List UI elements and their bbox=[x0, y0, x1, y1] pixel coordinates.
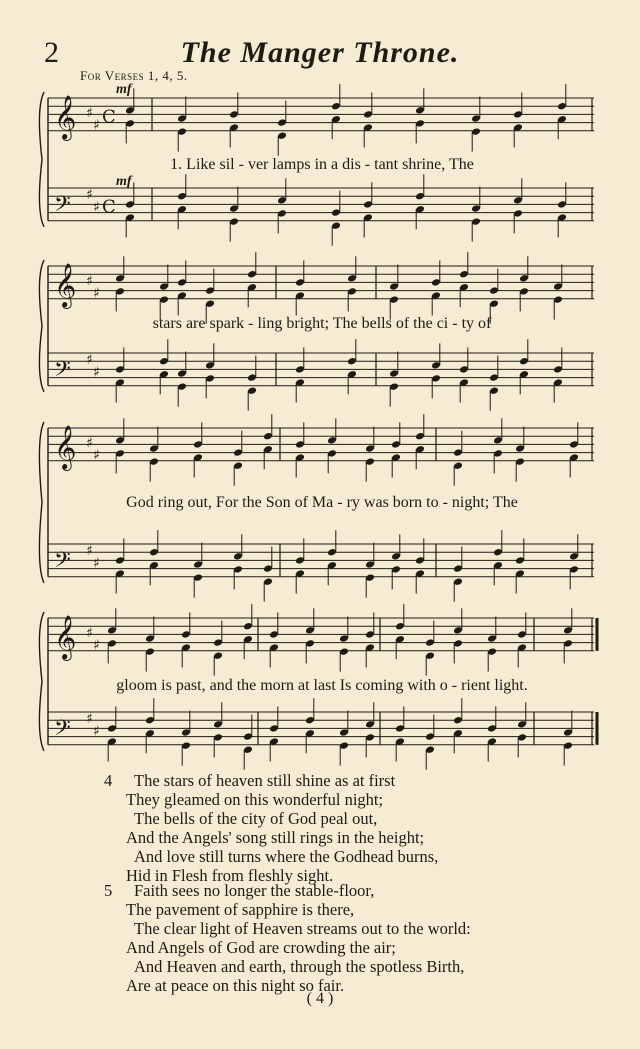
verse-line: Faith sees no longer the stable-floor, bbox=[134, 881, 375, 900]
bass-clef: 𝄢 bbox=[54, 715, 71, 746]
hymn-number: 2 bbox=[44, 36, 59, 69]
key-sharp-icon: ♯ bbox=[93, 199, 100, 216]
key-sharp-icon: ♯ bbox=[86, 625, 93, 642]
verse-line: The clear light of Heaven streams out to the world: bbox=[134, 919, 471, 938]
treble-clef: 𝄞 bbox=[54, 262, 77, 307]
key-sharp-icon: ♯ bbox=[93, 723, 100, 740]
key-sharp-icon: ♯ bbox=[86, 187, 93, 204]
dynamic-mark-treble: mf bbox=[116, 82, 132, 97]
verse-line: And Heaven and earth, through the spotless Birth, bbox=[134, 957, 465, 976]
key-sharp-icon: ♯ bbox=[86, 105, 93, 122]
treble-clef: 𝄞 bbox=[54, 424, 77, 469]
key-sharp-icon: ♯ bbox=[86, 435, 93, 452]
verse-5 bbox=[104, 881, 471, 995]
brace-icon bbox=[39, 422, 44, 583]
lyric-line-4: gloom is past, and the morn at last Is coming with o - rient light. bbox=[116, 677, 528, 694]
key-sharp-icon: ♯ bbox=[93, 364, 100, 381]
lyric-line-1: 1. Like sil - ver lamps in a dis - tant shrine, The bbox=[170, 156, 474, 173]
common-time-icon: C bbox=[102, 106, 116, 128]
bass-clef: 𝄢 bbox=[54, 356, 71, 387]
dynamic-mark-bass: mf bbox=[116, 174, 132, 189]
bass-clef: 𝄢 bbox=[54, 191, 71, 222]
verses-note: For Verses 1, 4, 5. bbox=[80, 68, 188, 83]
key-sharp-icon: ♯ bbox=[93, 285, 100, 302]
verse-line: And Angels of God are crowding the air; bbox=[126, 938, 396, 957]
brace-icon bbox=[39, 260, 44, 392]
page-number: ( 4 ) bbox=[306, 990, 334, 1007]
verse-line: The pavement of sapphire is there, bbox=[126, 900, 355, 919]
common-time-icon: C bbox=[102, 196, 116, 218]
verse-line: Hid in Flesh from fleshly sight. bbox=[126, 866, 334, 885]
brace-icon bbox=[39, 92, 44, 227]
brace-icon bbox=[39, 612, 44, 751]
key-sharp-icon: ♯ bbox=[93, 555, 100, 572]
treble-clef: 𝄞 bbox=[54, 94, 77, 139]
key-sharp-icon: ♯ bbox=[86, 273, 93, 290]
verse-line: The stars of heaven still shine as at first bbox=[134, 771, 396, 790]
verse-4 bbox=[104, 771, 439, 885]
verse-line: And love still turns where the Godhead burns, bbox=[134, 847, 439, 866]
key-sharp-icon: ♯ bbox=[86, 543, 93, 560]
verse-line: The bells of the city of God peal out, bbox=[134, 809, 378, 828]
verse-number: 5 bbox=[104, 881, 113, 900]
lyric-line-2: stars are spark - ling bright; The bells of the ci - ty of bbox=[152, 315, 492, 332]
verse-number: 4 bbox=[104, 771, 113, 790]
key-sharp-icon: ♯ bbox=[86, 352, 93, 369]
key-sharp-icon: ♯ bbox=[93, 447, 100, 464]
treble-clef: 𝄞 bbox=[54, 614, 77, 659]
verse-line: They gleamed on this wonderful night; bbox=[126, 790, 384, 809]
key-sharp-icon: ♯ bbox=[86, 711, 93, 728]
hymn-title: The Manger Throne. bbox=[180, 36, 460, 69]
verse-line: Are at peace on this night so fair. bbox=[126, 976, 345, 995]
verse-line: And the Angels' song still rings in the height; bbox=[126, 828, 425, 847]
key-sharp-icon: ♯ bbox=[93, 117, 100, 134]
bass-clef: 𝄢 bbox=[54, 547, 71, 578]
lyric-line-3: God ring out, For the Son of Ma - ry was born to - night; The bbox=[126, 494, 518, 511]
key-sharp-icon: ♯ bbox=[93, 637, 100, 654]
